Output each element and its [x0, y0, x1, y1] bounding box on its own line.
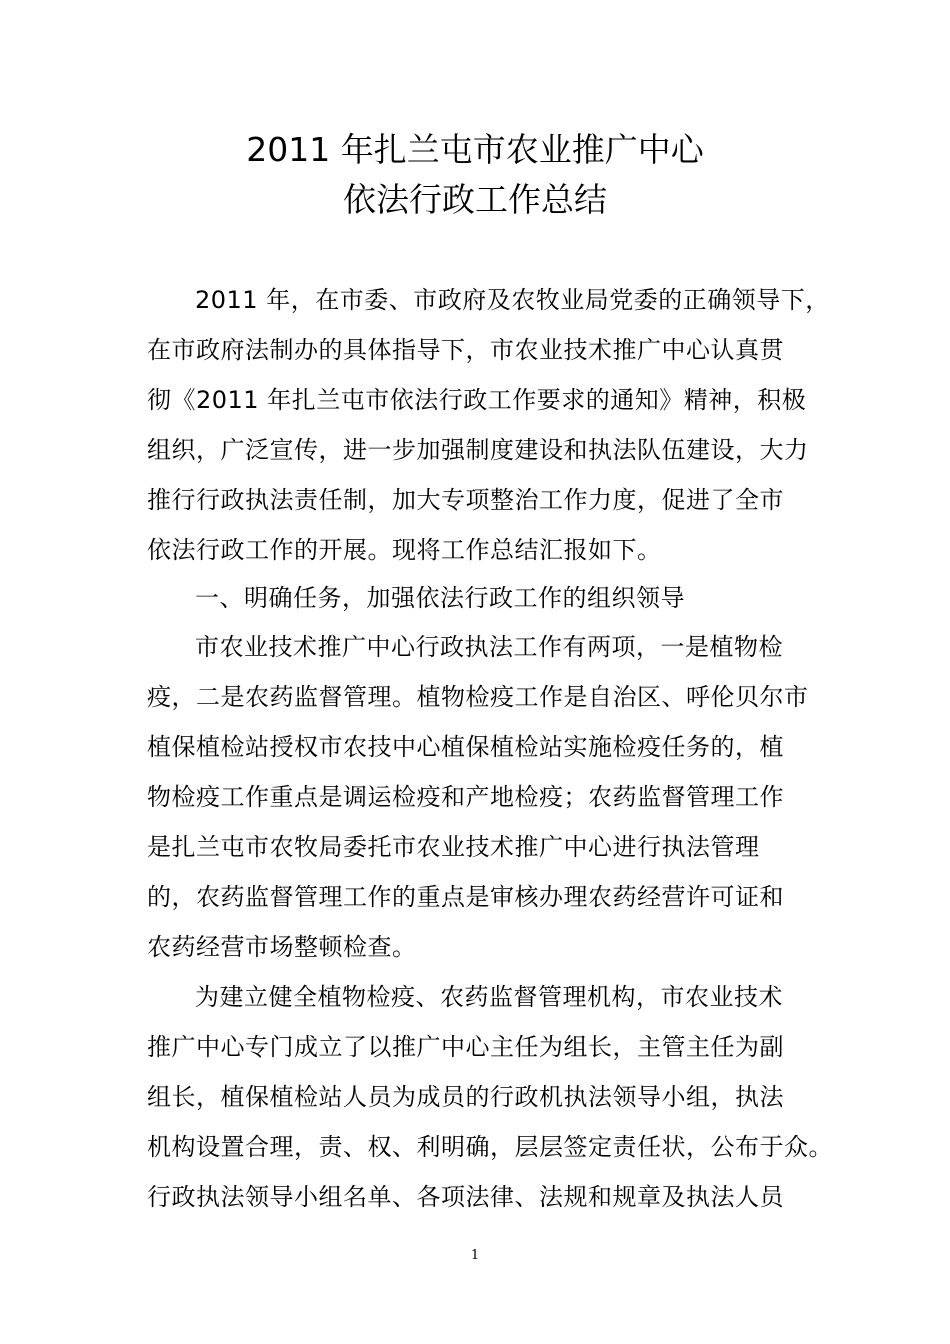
body-line-11: 物检疫工作重点是调运检疫和产地检疫；农药监督管理工作	[147, 783, 784, 811]
body-line-4: 组织，广泛宣传，进一步加强制度建设和执法队伍建设，大力	[147, 436, 809, 464]
section-heading-1: 一、明确任务，加强依法行政工作的组织领导	[195, 584, 685, 612]
body-line-19: 行政执法领导小组名单、各项法律、法规和规章及执法人员	[147, 1183, 784, 1211]
body-line-6: 依法行政工作的开展。现将工作总结汇报如下。	[147, 536, 662, 564]
document-title-line-2: 依法行政工作总结	[343, 180, 607, 219]
body-line-14: 农药经营市场整顿检查。	[147, 933, 417, 961]
body-line-13: 的，农药监督管理工作的重点是审核办理农药经营许可证和	[147, 883, 784, 911]
body-line-1: 2011 年，在市委、市政府及农牧业局党委的正确领导下，	[195, 286, 830, 314]
page-number: 1	[470, 1248, 480, 1263]
body-line-12: 是扎兰屯市农牧局委托市农业技术推广中心进行执法管理	[147, 833, 760, 861]
document-title-line-1: 2011 年扎兰屯市农业推广中心	[246, 130, 704, 169]
body-line-17: 组长，植保植检站人员为成员的行政机执法领导小组，执法	[147, 1083, 784, 1111]
body-line-8: 市农业技术推广中心行政执法工作有两项，一是植物检	[195, 633, 783, 661]
body-line-10: 植保植检站授权市农技中心植保植检站实施检疫任务的，植	[147, 733, 784, 761]
body-line-2: 在市政府法制办的具体指导下，市农业技术推广中心认真贯	[147, 336, 784, 364]
body-line-18: 机构设置合理，责、权、利明确，层层签定责任状，公布于众。	[147, 1133, 833, 1161]
body-line-9: 疫，二是农药监督管理。植物检疫工作是自治区、呼伦贝尔市	[147, 683, 809, 711]
body-line-15: 为建立健全植物检疫、农药监督管理机构，市农业技术	[195, 983, 783, 1011]
body-line-16: 推广中心专门成立了以推广中心主任为组长，主管主任为副	[147, 1033, 784, 1061]
body-line-3: 彻《2011 年扎兰屯市依法行政工作要求的通知》精神，积极	[147, 386, 807, 414]
body-line-5: 推行行政执法责任制，加大专项整治工作力度，促进了全市	[147, 486, 784, 514]
